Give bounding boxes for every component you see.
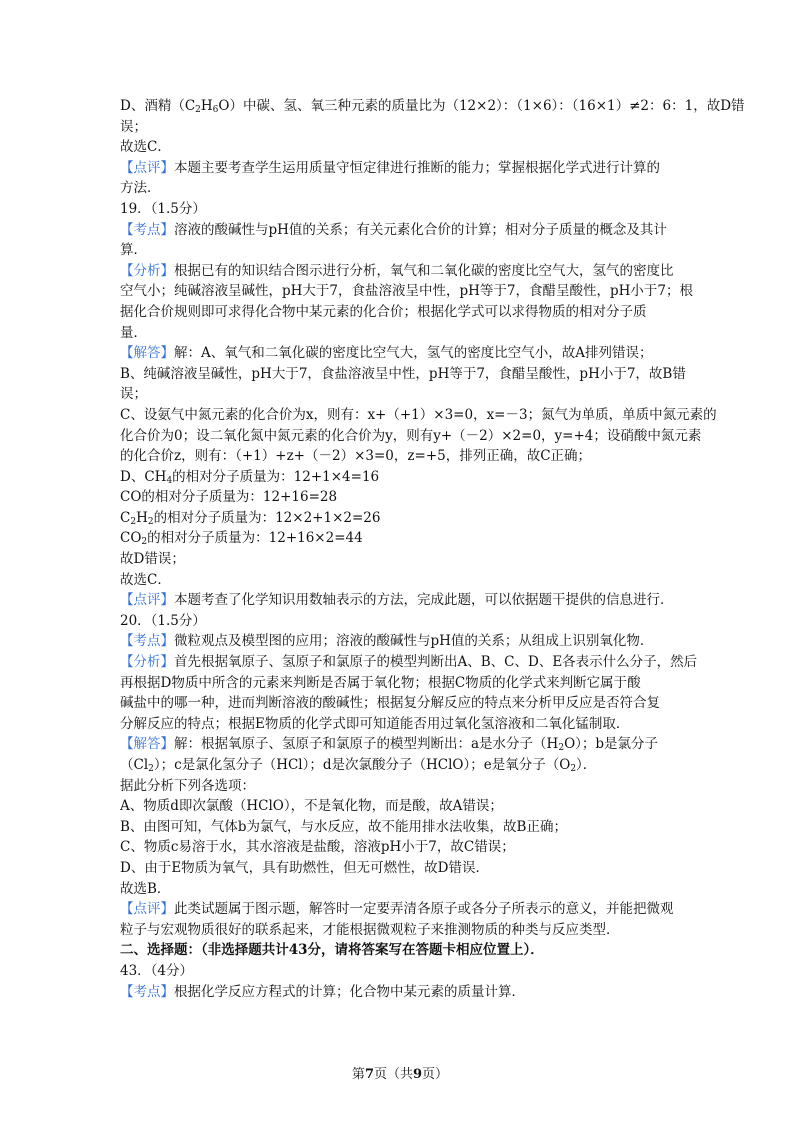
text-line <box>120 528 680 549</box>
total-pages-number: 9 <box>413 1067 423 1082</box>
text-line <box>120 261 680 282</box>
text-segment: 故选C． <box>120 139 171 156</box>
text-segment: 碱盐中的哪一种，进而判断溶液的酸碱性；根据复分解反应的特点来分析甲反应是否符合复 <box>120 695 660 712</box>
text-segment: 的相对分子质量为：12×2+1×2=26 <box>153 509 381 526</box>
text-segment: 的相对分子质量为：12+1×4=16 <box>172 468 380 485</box>
text-line <box>120 137 680 158</box>
text-segment: 溶液的酸碱性与pH值的关系；有关元素化合价的计算；相对分子质量的概念及其计 <box>174 221 667 238</box>
text-segment: B、由图可知，气体b为氯气，与水反应，故不能用排水法收集，故B正确； <box>120 818 567 835</box>
text-segment: 据化合价规则即可求得化合物中某元素的化合价；根据化学式可以求得物质的相对分子质 <box>120 303 647 320</box>
text-line <box>120 611 680 632</box>
text-segment: 再根据D物质中所含的元素来判断是否属于氧化物；根据C物质的化学式来判断它属于酸 <box>120 674 641 691</box>
section-tag: 【点评】 <box>120 592 174 609</box>
text-segment: 本题考查了化学知识用数轴表示的方法，完成此题，可以依据题干提供的信息进行． <box>174 592 674 609</box>
text-segment: CO <box>120 530 142 547</box>
text-segment: 的化合价z，则有：（+1）+z+（－2）×3=0，z=+5，排列正确，故C正确； <box>120 448 592 465</box>
text-segment: CO的相对分子质量为：12+16=28 <box>120 489 338 506</box>
text-line <box>120 323 680 344</box>
text-segment: （Cl <box>120 757 149 773</box>
text-segment: 微粒观点及模型图的应用；溶液的酸碱性与pH值的关系；从组成上识别氧化物． <box>174 633 654 650</box>
text-segment: 43．（4分） <box>120 962 194 979</box>
subscript: 2 <box>195 105 201 115</box>
text-line <box>120 734 680 755</box>
text-line <box>120 879 680 900</box>
text-segment: 根据化学反应方程式的计算；化合物中某元素的质量计算． <box>174 983 525 1000</box>
section-tag: 【解答】 <box>120 736 174 753</box>
text-line <box>120 220 680 241</box>
subscript: 2 <box>148 764 154 774</box>
text-segment: D、酒精（C <box>120 98 196 114</box>
document-body <box>120 96 745 1002</box>
text-segment: 量． <box>120 324 147 341</box>
text-segment: 误； <box>120 386 147 403</box>
text-line <box>120 240 680 261</box>
footer-middle: 页（共 <box>373 1067 413 1082</box>
text-segment: 故选B． <box>120 880 171 897</box>
text-segment: O）；b是氯分子 <box>564 736 659 753</box>
text-segment: 算． <box>120 242 147 259</box>
text-segment: 空气小；纯碱溶液呈碱性，pH大于7，食盐溶液呈中性，pH等于7，食醋呈酸性，pH小于7；根 <box>120 283 694 300</box>
text-segment: ）． <box>576 757 597 773</box>
text-line <box>120 982 680 1003</box>
text-segment: D、由于E物质为氧气，具有助燃性，但无可燃性，故D错误． <box>120 859 490 876</box>
text-segment: 据此分析下列各选项： <box>120 777 255 794</box>
text-segment: 解：A、氧气和二氧化碳的密度比空气大，氢气的密度比空气小，故A排列错误； <box>174 345 653 362</box>
text-line <box>120 426 702 447</box>
text-line <box>120 405 717 426</box>
text-segment: 化合价为0；设二氧化氮中氮元素的化合价为y，则有y+（－2）×2=0，y=+4；设硝酸中氮元素 <box>120 427 702 444</box>
footer-suffix: 页） <box>422 1067 449 1082</box>
section-tag: 【点评】 <box>120 901 174 918</box>
text-line <box>120 776 680 797</box>
text-segment: 19．（1.5分） <box>120 200 206 217</box>
section-tag: 【分析】 <box>120 654 174 671</box>
subscript: 2 <box>130 516 137 527</box>
text-segment: A、物质d即次氯酸（HClO），不是氧化物，而是酸，故A错误； <box>120 798 503 815</box>
text-line <box>120 158 680 179</box>
text-line <box>120 673 680 694</box>
text-segment: H <box>136 509 148 526</box>
text-line <box>120 117 680 138</box>
text-line <box>120 178 680 199</box>
text-segment: 此类试题属于图示题，解答时一定要弄清各原子或各分子所表示的意义，并能把微观 <box>174 901 674 918</box>
text-line <box>120 940 680 961</box>
text-line <box>120 631 680 652</box>
text-segment: 根据已有的知识结合图示进行分析，氧气和二氧化碳的密度比空气大，氢气的密度比 <box>174 262 674 279</box>
text-line <box>120 652 698 673</box>
footer-prefix: 第 <box>351 1067 365 1082</box>
text-segment: C <box>120 509 131 526</box>
section-tag: 【考点】 <box>120 983 174 1000</box>
text-line <box>120 446 680 467</box>
text-line <box>120 590 680 611</box>
text-segment: 粒子与宏观物质很好的联系起来，才能根据微观粒子来推测物质的种类与反应类型． <box>120 921 620 938</box>
text-segment: C、物质c易溶于水，其水溶液是盐酸，溶液pH小于7，故C错误； <box>120 839 515 856</box>
text-line <box>120 755 680 776</box>
text-line <box>120 384 680 405</box>
section-tag: 【解答】 <box>120 345 174 362</box>
text-line <box>120 570 680 591</box>
text-segment: 20．（1.5分） <box>120 612 206 629</box>
subscript: 2 <box>558 743 565 754</box>
section-tag: 【分析】 <box>120 262 174 279</box>
text-line <box>120 467 680 488</box>
text-segment: 故选C． <box>120 571 171 588</box>
text-segment: ）；c是氯化氢分子（HCl）；d是次氯酸分子（HClO）；e是氧分子（O <box>153 757 571 773</box>
text-segment: 本题主要考查学生运用质量守恒定律进行推断的能力；掌握根据化学式进行计算的 <box>174 159 660 176</box>
section-tag: 【考点】 <box>120 221 174 238</box>
text-segment: 分解反应的特点；根据E物质的化学式即可知道能否用过氧化氢溶液和二氧化锰制取． <box>120 715 630 732</box>
text-segment: 二、选择题：（非选择题共计43分，请将答案写在答题卡相应位置上）． <box>120 942 544 959</box>
text-line <box>120 837 680 858</box>
current-page-number: 7 <box>364 1067 374 1082</box>
text-line <box>120 96 745 117</box>
text-segment: D、CH <box>120 468 167 485</box>
text-segment: H <box>200 98 213 114</box>
text-segment: O）中碳、氢、氧三种元素的质量比为（12×2）：（1×6）：（16×1）≠2：6：1，故D错 <box>218 98 745 114</box>
text-segment: 首先根据氧原子、氢原子和氯原子的模型判断出A、B、C、D、E各表示什么分子，然后 <box>174 654 698 671</box>
subscript: 4 <box>166 475 173 486</box>
page-footer <box>0 1063 800 1082</box>
text-line <box>120 364 686 385</box>
text-line <box>120 899 680 920</box>
text-line <box>120 796 680 817</box>
text-line <box>120 302 680 323</box>
subscript: 2 <box>147 516 154 527</box>
text-line <box>120 487 680 508</box>
text-line <box>120 343 680 364</box>
text-line <box>120 508 680 529</box>
text-segment: C、设氨气中氮元素的化合价为x，则有：x+（+1）×3=0，x=－3；氮气为单质，单质中氮元素的 <box>120 406 717 423</box>
subscript: 6 <box>212 105 219 115</box>
text-line <box>120 858 680 879</box>
text-line <box>120 961 680 982</box>
section-tag: 【点评】 <box>120 159 174 176</box>
text-segment: 误； <box>120 118 147 135</box>
text-line <box>120 199 680 220</box>
text-line <box>120 549 680 570</box>
section-tag: 【考点】 <box>120 633 174 650</box>
subscript: 2 <box>141 537 148 548</box>
text-line <box>120 714 680 735</box>
text-segment: 方法． <box>120 180 161 197</box>
subscript: 2 <box>570 764 577 774</box>
text-segment: 故D错误； <box>120 551 185 568</box>
text-line <box>120 920 680 941</box>
text-line <box>120 817 680 838</box>
text-line <box>120 693 680 714</box>
text-line <box>120 281 694 302</box>
text-segment: B、纯碱溶液呈碱性，pH大于7，食盐溶液呈中性，pH等于7，食醋呈酸性，pH小于7，故B错 <box>120 365 686 382</box>
text-segment: 的相对分子质量为：12+16×2=44 <box>147 530 363 547</box>
text-segment: 解：根据氧原子、氢原子和氯原子的模型判断出：a是水分子（H <box>174 736 559 753</box>
